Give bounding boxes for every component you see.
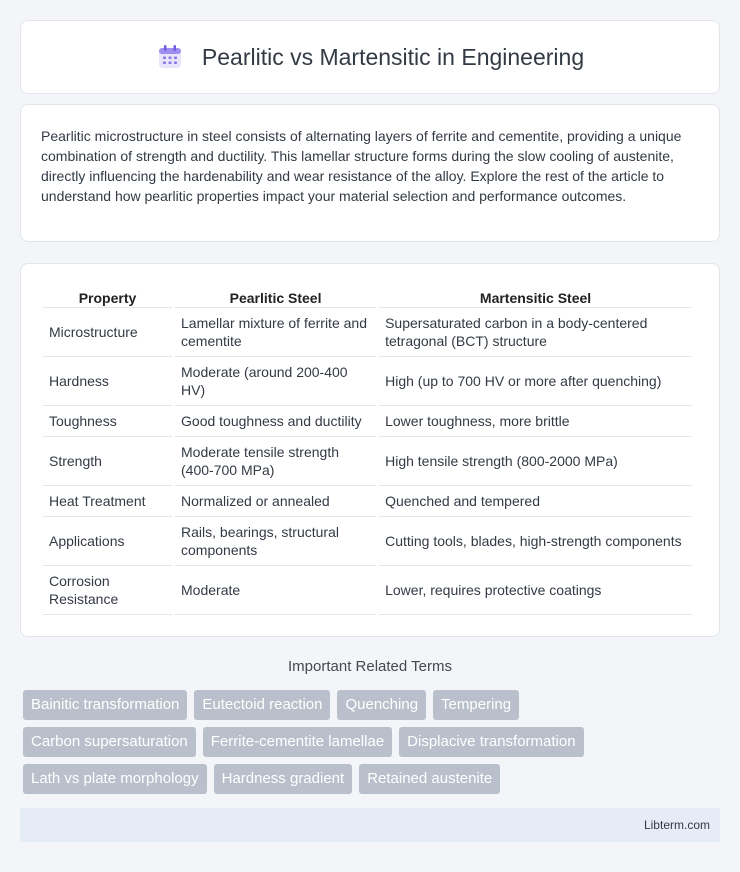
table-cell: Rails, bearings, structural components — [175, 517, 376, 566]
footer — [20, 808, 720, 842]
table-row — [43, 486, 692, 517]
table-cell: Lower toughness, more brittle — [379, 406, 692, 437]
tag-ferrite-cementite-lamellae[interactable]: Ferrite-cementite lamellae — [203, 727, 392, 757]
tag-displacive-transformation[interactable]: Displacive transformation — [399, 727, 583, 757]
tag-quenching[interactable]: Quenching — [337, 690, 426, 720]
table-row — [43, 357, 692, 406]
tag-retained-austenite[interactable]: Retained austenite — [359, 764, 500, 794]
table-cell: High (up to 700 HV or more after quenching) — [379, 357, 692, 406]
related-terms-tags — [23, 690, 723, 801]
table-cell: Cutting tools, blades, high-strength components — [379, 517, 692, 566]
tag-lath-vs-plate-morphology[interactable]: Lath vs plate morphology — [23, 764, 207, 794]
tag-bainitic-transformation[interactable]: Bainitic transformation — [23, 690, 187, 720]
table-cell: Quenched and tempered — [379, 486, 692, 517]
comparison-table — [40, 286, 695, 615]
header-pearlitic: Pearlitic Steel — [175, 286, 376, 308]
table-cell: Moderate (around 200-400 HV) — [175, 357, 376, 406]
table-cell: Normalized or annealed — [175, 486, 376, 517]
table-cell: Moderate — [175, 566, 376, 615]
tag-tempering[interactable]: Tempering — [433, 690, 519, 720]
header-martensitic: Martensitic Steel — [379, 286, 692, 308]
table-cell: Heat Treatment — [43, 486, 172, 517]
table-cell: Strength — [43, 437, 172, 486]
title-wrap — [156, 43, 584, 71]
table-cell: Toughness — [43, 406, 172, 437]
tag-row — [23, 727, 723, 757]
table-row — [43, 517, 692, 566]
table-row — [43, 437, 692, 486]
tag-row — [23, 690, 723, 720]
table-cell: Lamellar mixture of ferrite and cementite — [175, 308, 376, 357]
header-card — [20, 20, 720, 94]
table-cell: High tensile strength (800-2000 MPa) — [379, 437, 692, 486]
calendar-icon — [156, 43, 184, 71]
tag-eutectoid-reaction[interactable]: Eutectoid reaction — [194, 690, 330, 720]
table-row — [43, 566, 692, 615]
tag-row — [23, 764, 723, 794]
table-cell: Microstructure — [43, 308, 172, 357]
comparison-table-card — [20, 263, 720, 637]
table-cell: Moderate tensile strength (400-700 MPa) — [175, 437, 376, 486]
tag-hardness-gradient[interactable]: Hardness gradient — [214, 764, 353, 794]
table-cell: Hardness — [43, 357, 172, 406]
table-cell: Corrosion Resistance — [43, 566, 172, 615]
tag-carbon-supersaturation[interactable]: Carbon supersaturation — [23, 727, 196, 757]
related-terms-title: Important Related Terms — [288, 658, 452, 675]
table-cell: Supersaturated carbon in a body-centered tetragonal (BCT) structure — [379, 308, 692, 357]
table-cell: Lower, requires protective coatings — [379, 566, 692, 615]
intro-paragraph: Pearlitic microstructure in steel consists of alternating layers of ferrite and cementite, providing a unique combination of strength and ductility. This lamellar structure forms during the slow cooling of austenite, directly influencing the hardenability and wear resistance of the alloy. Explore the rest of the article to understand how pearlitic properties impact your material selection and performance outcomes. — [41, 128, 682, 204]
table-header-row — [43, 286, 692, 308]
intro-card — [20, 104, 720, 242]
table-cell: Good toughness and ductility — [175, 406, 376, 437]
footer-site-link[interactable]: Libterm.com — [643, 818, 710, 832]
page-title: Pearlitic vs Martensitic in Engineering — [201, 43, 585, 70]
table-row — [43, 308, 692, 357]
table-cell: Applications — [43, 517, 172, 566]
header-property: Property — [43, 286, 172, 308]
table-row — [43, 406, 692, 437]
